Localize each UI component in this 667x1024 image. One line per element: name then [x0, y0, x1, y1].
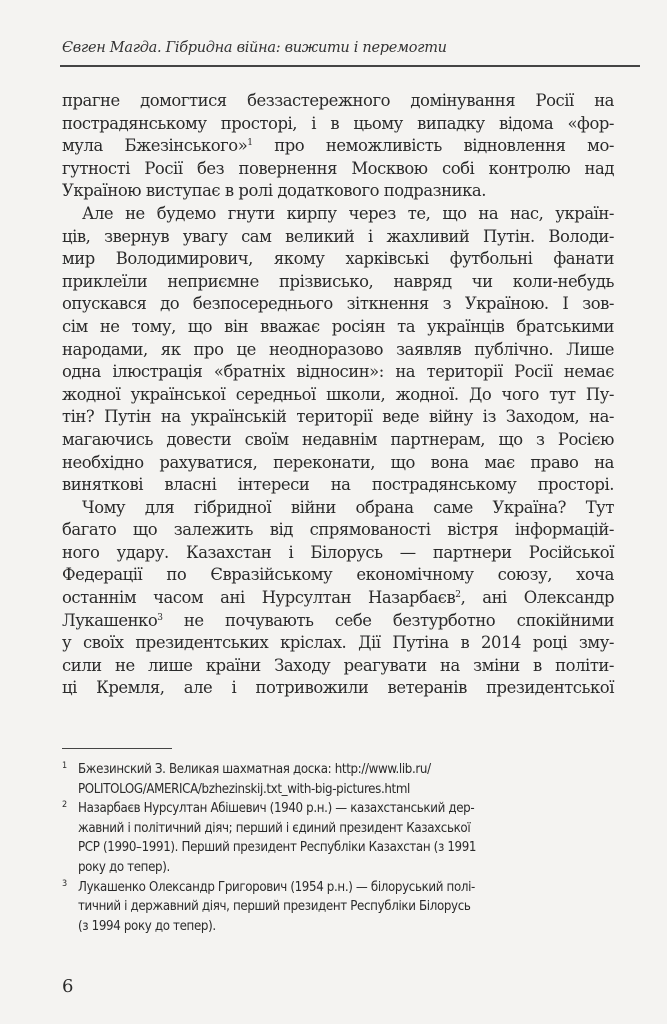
- header-rule: [60, 65, 640, 67]
- footnote: [62, 878, 614, 937]
- text-line: [62, 203, 614, 226]
- text-line: [62, 90, 614, 113]
- footnotes: [62, 760, 614, 936]
- text-segment: у своїх президентських кріслах. Дії Путіна в 2014 році зму-: [62, 633, 614, 653]
- footnote-ref: 3: [157, 612, 163, 623]
- text-segment: необхідно рахуватися, переконати, що вона має право на: [62, 452, 614, 472]
- text-segment: Федерації по Євразійському економічному союзу, хоча: [62, 565, 614, 585]
- text-segment: жодної української середньої школи, жодної. До чого тут Пу-: [62, 384, 614, 404]
- text-line: [62, 248, 614, 271]
- text-segment: ців, звернув увагу сам великий і жахливий Путін. Володи-: [62, 226, 614, 246]
- text-line: [62, 519, 614, 542]
- text-segment: мир Володимирович, якому харківські футбольні фанати: [62, 249, 614, 269]
- text-line: [62, 384, 614, 407]
- text-segment: магаючись довести своїм недавнім партнерам, що з Росією: [62, 429, 614, 449]
- text-segment: Лукашенко: [62, 610, 158, 630]
- footnote-line: року до тепер).: [78, 859, 170, 875]
- running-header: Євген Магда. Гібридна війна: вижити і перемогти: [62, 40, 447, 56]
- text-segment: приклеїли неприємне прізвисько, навряд чи коли-небудь: [62, 271, 614, 291]
- text-line: [62, 135, 614, 158]
- footnote-ref: 1: [247, 138, 253, 149]
- text-line: [62, 610, 614, 633]
- text-segment: Чому для гібридної війни обрана саме Україна? Тут: [82, 497, 614, 517]
- text-segment: , ані Олександр: [460, 588, 614, 608]
- text-line: [62, 339, 614, 362]
- text-segment: сім не тому, що він вважає росіян та українців братськими: [62, 316, 614, 336]
- text-line: [62, 293, 614, 316]
- text-segment: мула Бжезінського»: [62, 136, 248, 156]
- footnote-number: 3: [62, 878, 67, 889]
- footnote-number: 2: [62, 800, 67, 811]
- text-segment: одна ілюстрація «братніх відносин»: на території Росії немає: [62, 362, 614, 382]
- text-line: [62, 113, 614, 136]
- footnote-line: Бжезинский З. Великая шахматная доска: http://www.lib.ru/: [78, 762, 431, 777]
- text-line: [62, 429, 614, 452]
- text-segment: народами, як про це неодноразово заявляв публічно. Лише: [62, 339, 614, 359]
- text-line: [62, 474, 614, 497]
- text-line: [62, 655, 614, 678]
- text-line: [62, 361, 614, 384]
- footnote-line: РСР (1990–1991). Перший президент Республіки Казахстан (з 1991: [78, 840, 477, 856]
- text-line: [62, 497, 614, 520]
- text-segment: не почувають себе безтурботно спокійними: [162, 610, 614, 630]
- footnote-number: 1: [62, 761, 67, 771]
- footnote-ref: 2: [455, 590, 461, 601]
- text-line: [62, 564, 614, 587]
- text-line: [62, 316, 614, 339]
- text-line: [62, 587, 614, 610]
- text-segment: гутності Росії без повернення Москвою собі контролю над: [62, 158, 614, 178]
- footnote: [62, 760, 614, 799]
- text-line: [62, 158, 614, 181]
- text-line: [62, 452, 614, 475]
- text-line: [62, 677, 614, 700]
- text-segment: сили не лише країни Заходу реагувати на зміни в політи-: [62, 655, 614, 675]
- footnote-line: тичний і державний діяч, перший президент Республіки Білорусь: [78, 899, 471, 915]
- text-line: [62, 542, 614, 565]
- footnote-line: Назарбаєв Нурсултан Абішевич (1940 р.н.) — казахстанський дер-: [78, 801, 475, 817]
- text-line: [62, 180, 614, 203]
- text-segment: виняткові власні інтереси на пострадянському просторі.: [62, 475, 614, 495]
- text-segment: багато що залежить від спрямованості вістря інформацій-: [62, 520, 614, 540]
- footnote-line: жавний і політичний діяч; перший і єдиний президент Казахської: [78, 820, 471, 836]
- text-segment: опускався до безпосереднього зіткнення з Україною. І зов-: [62, 294, 614, 314]
- text-line: [62, 406, 614, 429]
- text-segment: пострадянському просторі, і в цьому випадку відома «фор-: [62, 113, 614, 133]
- text-segment: Але не будемо гнути кирпу через те, що на нас, україн-: [82, 203, 614, 223]
- text-line: [62, 226, 614, 249]
- footnote-line: POLITOLOG/AMERICA/bzhezinskij.txt_with-big-pictures.html: [78, 781, 410, 797]
- text-segment: прагне домогтися беззастережного домінування Росії на: [62, 91, 614, 110]
- text-segment: останнім часом ані Нурсултан Назарбаєв: [62, 588, 456, 608]
- body-text: [62, 90, 614, 700]
- text-segment: Україною виступає в ролі додаткового подразника.: [62, 181, 486, 201]
- text-segment: тін? Путін на українській території веде війну із Заходом, на-: [62, 407, 614, 427]
- text-segment: ного удару. Казахстан і Білорусь — партнери Російської: [62, 542, 614, 562]
- footnote-rule: [62, 748, 172, 749]
- text-line: [62, 271, 614, 294]
- footnote: [62, 799, 614, 877]
- page-number: 6: [62, 976, 74, 997]
- text-line: [62, 632, 614, 655]
- text-segment: ці Кремля, але і потривожили ветеранів президентської: [62, 678, 614, 698]
- footnote-line: Лукашенко Олександр Григорович (1954 р.н.) — білоруський полі-: [78, 879, 475, 895]
- footnote-line: (з 1994 року до тепер).: [78, 918, 216, 934]
- text-segment: про неможливість відновлення мо-: [252, 136, 614, 156]
